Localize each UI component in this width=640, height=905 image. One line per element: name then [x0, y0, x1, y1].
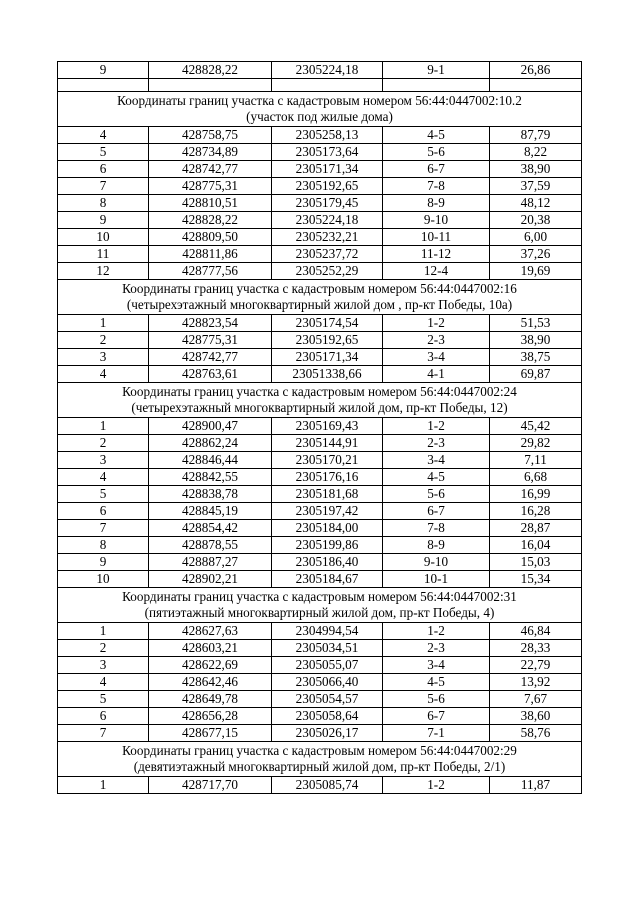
section-subtitle: (пятиэтажный многоквартирный жилой дом, пр-кт Победы, 4) [144, 605, 495, 620]
segment-length-cell: 20,38 [490, 212, 582, 229]
x-coordinate-cell: 428878,55 [149, 537, 272, 554]
point-number-cell: 1 [58, 623, 149, 640]
y-coordinate-cell: 2305174,54 [272, 315, 383, 332]
y-coordinate-cell: 2305252,29 [272, 263, 383, 280]
y-coordinate-cell: 2305171,34 [272, 161, 383, 178]
table-row [58, 640, 582, 657]
y-coordinate-cell: 2305224,18 [272, 212, 383, 229]
segment-cell: 2-3 [383, 435, 490, 452]
x-coordinate-cell: 428627,63 [149, 623, 272, 640]
section-header [58, 383, 582, 418]
segment-cell: 10-1 [383, 571, 490, 588]
segment-cell: 11-12 [383, 246, 490, 263]
section-subtitle: (четырехэтажный многоквартирный жилой дом , пр-кт Победы, 10а) [126, 297, 513, 312]
segment-length-cell: 38,90 [490, 161, 582, 178]
y-coordinate-cell: 2305055,07 [272, 657, 383, 674]
point-number-cell: 2 [58, 332, 149, 349]
y-coordinate-cell: 2305192,65 [272, 178, 383, 195]
x-coordinate-cell: 428642,46 [149, 674, 272, 691]
x-coordinate-cell: 428742,77 [149, 161, 272, 178]
y-coordinate-cell: 2305173,64 [272, 144, 383, 161]
segment-length-cell: 48,12 [490, 195, 582, 212]
segment-cell: 5-6 [383, 144, 490, 161]
point-number-cell: 5 [58, 486, 149, 503]
x-coordinate-cell: 428622,69 [149, 657, 272, 674]
segment-cell: 4-5 [383, 127, 490, 144]
x-coordinate-cell: 428823,54 [149, 315, 272, 332]
segment-length-cell: 6,68 [490, 469, 582, 486]
x-coordinate-cell: 428603,21 [149, 640, 272, 657]
segment-length-cell: 22,79 [490, 657, 582, 674]
segment-cell: 9-1 [383, 62, 490, 79]
point-number-cell: 2 [58, 640, 149, 657]
y-coordinate-cell: 2305054,57 [272, 691, 383, 708]
table-row [58, 212, 582, 229]
segment-length-cell: 69,87 [490, 366, 582, 383]
point-number-cell: 3 [58, 452, 149, 469]
point-number-cell: 6 [58, 503, 149, 520]
y-coordinate-cell: 2305237,72 [272, 246, 383, 263]
section-title: Координаты границ участка с кадастровым номером 56:44:0447002:24 [122, 384, 517, 399]
x-coordinate-cell: 428758,75 [149, 127, 272, 144]
table-row [58, 435, 582, 452]
point-number-cell: 2 [58, 435, 149, 452]
point-number-cell: 4 [58, 127, 149, 144]
segment-cell: 3-4 [383, 452, 490, 469]
section-title: Координаты границ участка с кадастровым номером 56:44:0447002:10.2 [117, 93, 522, 108]
point-number-cell: 11 [58, 246, 149, 263]
table-row [58, 246, 582, 263]
table-row [58, 366, 582, 383]
segment-length-cell: 8,22 [490, 144, 582, 161]
document-page [57, 61, 581, 794]
segment-cell: 4-5 [383, 469, 490, 486]
y-coordinate-cell: 2305026,17 [272, 725, 383, 742]
y-coordinate-cell: 2305058,64 [272, 708, 383, 725]
segment-cell: 2-3 [383, 332, 490, 349]
x-coordinate-cell: 428887,27 [149, 554, 272, 571]
section-title: Координаты границ участка с кадастровым номером 56:44:0447002:16 [122, 281, 517, 296]
table-row [58, 520, 582, 537]
x-coordinate-cell: 428810,51 [149, 195, 272, 212]
table-row [58, 537, 582, 554]
segment-cell: 7-8 [383, 178, 490, 195]
x-coordinate-cell: 428828,22 [149, 62, 272, 79]
segment-length-cell: 28,87 [490, 520, 582, 537]
segment-cell: 9-10 [383, 554, 490, 571]
segment-length-cell: 7,67 [490, 691, 582, 708]
x-coordinate-cell: 428775,31 [149, 332, 272, 349]
table-row [58, 503, 582, 520]
section-subtitle: (девятиэтажный многоквартирный жилой дом, пр-кт Победы, 2/1) [133, 759, 506, 774]
y-coordinate-cell: 2304994,54 [272, 623, 383, 640]
segment-length-cell: 46,84 [490, 623, 582, 640]
segment-length-cell: 19,69 [490, 263, 582, 280]
segment-cell: 1-2 [383, 418, 490, 435]
segment-length-cell: 6,00 [490, 229, 582, 246]
table-row [58, 144, 582, 161]
section-subtitle: (четырехэтажный многоквартирный жилой дом, пр-кт Победы, 12) [131, 400, 508, 415]
segment-length-cell: 58,76 [490, 725, 582, 742]
segment-length-cell: 16,99 [490, 486, 582, 503]
point-number-cell: 3 [58, 657, 149, 674]
empty-cell [490, 79, 582, 92]
table-row [58, 178, 582, 195]
point-number-cell: 6 [58, 708, 149, 725]
section-header-row [58, 742, 582, 777]
segment-length-cell: 26,86 [490, 62, 582, 79]
segment-cell: 1-2 [383, 315, 490, 332]
x-coordinate-cell: 428842,55 [149, 469, 272, 486]
segment-cell: 5-6 [383, 691, 490, 708]
table-row [58, 418, 582, 435]
point-number-cell: 9 [58, 212, 149, 229]
segment-cell: 3-4 [383, 349, 490, 366]
y-coordinate-cell: 2305171,34 [272, 349, 383, 366]
segment-cell: 8-9 [383, 537, 490, 554]
segment-cell: 1-2 [383, 777, 490, 794]
segment-length-cell: 38,60 [490, 708, 582, 725]
segment-length-cell: 15,03 [490, 554, 582, 571]
y-coordinate-cell: 2305186,40 [272, 554, 383, 571]
point-number-cell: 12 [58, 263, 149, 280]
point-number-cell: 9 [58, 62, 149, 79]
table-row [58, 725, 582, 742]
point-number-cell: 6 [58, 161, 149, 178]
x-coordinate-cell: 428775,31 [149, 178, 272, 195]
point-number-cell: 7 [58, 178, 149, 195]
segment-cell: 5-6 [383, 486, 490, 503]
x-coordinate-cell: 428677,15 [149, 725, 272, 742]
table-row [58, 469, 582, 486]
segment-cell: 3-4 [383, 657, 490, 674]
segment-length-cell: 16,28 [490, 503, 582, 520]
table-row [58, 332, 582, 349]
point-number-cell: 7 [58, 520, 149, 537]
point-number-cell: 9 [58, 554, 149, 571]
point-number-cell: 1 [58, 777, 149, 794]
segment-length-cell: 11,87 [490, 777, 582, 794]
x-coordinate-cell: 428734,89 [149, 144, 272, 161]
point-number-cell: 10 [58, 571, 149, 588]
table-row [58, 486, 582, 503]
section-header [58, 588, 582, 623]
y-coordinate-cell: 2305192,65 [272, 332, 383, 349]
section-subtitle: (участок под жилые дома) [246, 109, 393, 124]
table-row [58, 623, 582, 640]
y-coordinate-cell: 2305184,67 [272, 571, 383, 588]
y-coordinate-cell: 2305184,00 [272, 520, 383, 537]
table-row [58, 554, 582, 571]
segment-cell: 1-2 [383, 623, 490, 640]
x-coordinate-cell: 428828,22 [149, 212, 272, 229]
y-coordinate-cell: 2305169,43 [272, 418, 383, 435]
x-coordinate-cell: 428809,50 [149, 229, 272, 246]
table-row [58, 161, 582, 178]
x-coordinate-cell: 428902,21 [149, 571, 272, 588]
y-coordinate-cell: 23051338,66 [272, 366, 383, 383]
x-coordinate-cell: 428763,61 [149, 366, 272, 383]
segment-length-cell: 7,11 [490, 452, 582, 469]
table-row [58, 315, 582, 332]
x-coordinate-cell: 428838,78 [149, 486, 272, 503]
table-row [58, 674, 582, 691]
y-coordinate-cell: 2305034,51 [272, 640, 383, 657]
table-row [58, 777, 582, 794]
segment-length-cell: 37,59 [490, 178, 582, 195]
x-coordinate-cell: 428900,47 [149, 418, 272, 435]
empty-cell [58, 79, 149, 92]
x-coordinate-cell: 428777,56 [149, 263, 272, 280]
segment-cell: 4-5 [383, 674, 490, 691]
y-coordinate-cell: 2305181,68 [272, 486, 383, 503]
segment-cell: 9-10 [383, 212, 490, 229]
segment-length-cell: 13,92 [490, 674, 582, 691]
segment-length-cell: 16,04 [490, 537, 582, 554]
point-number-cell: 7 [58, 725, 149, 742]
segment-length-cell: 28,33 [490, 640, 582, 657]
x-coordinate-cell: 428862,24 [149, 435, 272, 452]
empty-cell [383, 79, 490, 92]
table-row [58, 708, 582, 725]
y-coordinate-cell: 2305232,21 [272, 229, 383, 246]
section-title: Координаты границ участка с кадастровым номером 56:44:0447002:31 [122, 589, 517, 604]
table-row [58, 349, 582, 366]
empty-cell [149, 79, 272, 92]
section-title: Координаты границ участка с кадастровым номером 56:44:0447002:29 [122, 743, 517, 758]
segment-length-cell: 38,75 [490, 349, 582, 366]
segment-cell: 6-7 [383, 503, 490, 520]
table-row [58, 62, 582, 79]
empty-cell [272, 79, 383, 92]
y-coordinate-cell: 2305170,21 [272, 452, 383, 469]
point-number-cell: 8 [58, 537, 149, 554]
point-number-cell: 10 [58, 229, 149, 246]
table-row [58, 691, 582, 708]
empty-row [58, 79, 582, 92]
table-row [58, 571, 582, 588]
segment-length-cell: 29,82 [490, 435, 582, 452]
table-row [58, 229, 582, 246]
section-header [58, 742, 582, 777]
point-number-cell: 4 [58, 674, 149, 691]
segment-cell: 7-1 [383, 725, 490, 742]
coordinates-table-body [58, 62, 582, 794]
section-header [58, 92, 582, 127]
section-header-row [58, 280, 582, 315]
y-coordinate-cell: 2305199,86 [272, 537, 383, 554]
segment-cell: 4-1 [383, 366, 490, 383]
y-coordinate-cell: 2305144,91 [272, 435, 383, 452]
section-header-row [58, 383, 582, 418]
segment-length-cell: 38,90 [490, 332, 582, 349]
y-coordinate-cell: 2305176,16 [272, 469, 383, 486]
table-row [58, 452, 582, 469]
y-coordinate-cell: 2305258,13 [272, 127, 383, 144]
point-number-cell: 4 [58, 366, 149, 383]
segment-cell: 12-4 [383, 263, 490, 280]
section-header-row [58, 588, 582, 623]
segment-length-cell: 45,42 [490, 418, 582, 435]
y-coordinate-cell: 2305224,18 [272, 62, 383, 79]
x-coordinate-cell: 428845,19 [149, 503, 272, 520]
segment-length-cell: 87,79 [490, 127, 582, 144]
segment-cell: 10-11 [383, 229, 490, 246]
table-row [58, 263, 582, 280]
segment-cell: 8-9 [383, 195, 490, 212]
segment-cell: 6-7 [383, 708, 490, 725]
section-header-row [58, 92, 582, 127]
segment-cell: 2-3 [383, 640, 490, 657]
segment-length-cell: 15,34 [490, 571, 582, 588]
x-coordinate-cell: 428742,77 [149, 349, 272, 366]
segment-cell: 6-7 [383, 161, 490, 178]
point-number-cell: 5 [58, 691, 149, 708]
point-number-cell: 1 [58, 315, 149, 332]
x-coordinate-cell: 428656,28 [149, 708, 272, 725]
table-row [58, 127, 582, 144]
x-coordinate-cell: 428717,70 [149, 777, 272, 794]
point-number-cell: 5 [58, 144, 149, 161]
point-number-cell: 1 [58, 418, 149, 435]
segment-cell: 7-8 [383, 520, 490, 537]
segment-length-cell: 51,53 [490, 315, 582, 332]
y-coordinate-cell: 2305085,74 [272, 777, 383, 794]
coordinates-table [57, 61, 582, 794]
x-coordinate-cell: 428854,42 [149, 520, 272, 537]
y-coordinate-cell: 2305179,45 [272, 195, 383, 212]
y-coordinate-cell: 2305066,40 [272, 674, 383, 691]
x-coordinate-cell: 428649,78 [149, 691, 272, 708]
x-coordinate-cell: 428811,86 [149, 246, 272, 263]
table-row [58, 195, 582, 212]
y-coordinate-cell: 2305197,42 [272, 503, 383, 520]
point-number-cell: 8 [58, 195, 149, 212]
point-number-cell: 3 [58, 349, 149, 366]
table-row [58, 657, 582, 674]
section-header [58, 280, 582, 315]
x-coordinate-cell: 428846,44 [149, 452, 272, 469]
point-number-cell: 4 [58, 469, 149, 486]
segment-length-cell: 37,26 [490, 246, 582, 263]
